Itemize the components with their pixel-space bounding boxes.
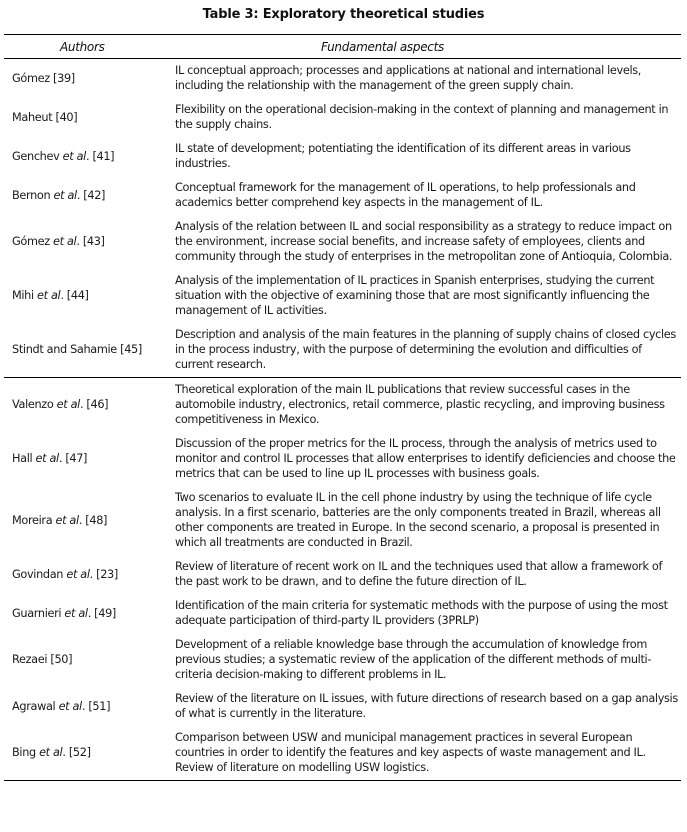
author-cell [4, 137, 165, 176]
author-name: Gómez [12, 235, 54, 248]
author-name: Rezaei [12, 653, 48, 666]
reference-number: . [46] [79, 398, 109, 411]
author-name: Bing [12, 746, 40, 759]
et-al-text: et al [35, 452, 59, 465]
fundamental-aspect-cell: Identification of the main criteria for systematic methods with the purpose of using the most adequate participation of third-party IL providers (3PRLP) [175, 599, 668, 627]
reference-number: . [41] [85, 149, 115, 163]
author-cell [4, 215, 165, 269]
et-al-text: et al [58, 699, 82, 713]
fundamental-aspect-cell: Comparison between USW and municipal management practices in several European countries in order to identify the features and key aspects of waste management and IL. Review of literature on modelling USW logistics. [165, 726, 681, 781]
reference-number: . [48] [78, 513, 108, 527]
table-row [4, 215, 681, 269]
table-row [4, 137, 681, 176]
author-name: Valenzo [12, 398, 57, 411]
author-name: Moreira [12, 513, 56, 527]
column-header-fundamental-aspects: Fundamental aspects [165, 35, 681, 59]
fundamental-aspect-cell: Flexibility on the operational decision-making in the context of planning and management in the supply chains. [175, 103, 669, 131]
author-cell [4, 555, 165, 594]
author-name: Bernon [12, 188, 54, 202]
author-cell [4, 98, 165, 137]
fundamental-aspect-cell: Conceptual framework for the management of IL operations, to help professionals and academics better comprehend key aspects in the management of IL. [175, 181, 636, 209]
reference-number: . [49] [87, 606, 116, 620]
et-al-text: et al [62, 149, 86, 163]
et-al-text: et al [37, 289, 61, 302]
author-cell [4, 687, 165, 726]
reference-number: [50] [47, 653, 73, 666]
table [4, 34, 681, 781]
reference-number: . [42] [76, 188, 106, 202]
reference-number: . [23] [89, 567, 118, 581]
author-cell [4, 594, 165, 633]
table-row [4, 269, 681, 323]
table-row [4, 486, 681, 555]
table-row [4, 323, 681, 378]
table-row [4, 555, 681, 594]
table-row [4, 687, 681, 726]
fundamental-aspect-cell: Discussion of the proper metrics for the IL process, through the analysis of metrics used to monitor and control IL processes that allow enterprises to identify deficiencies and choose the metrics that can be used to line up IL processes with business goals. [175, 437, 676, 480]
reference-number: [39] [49, 71, 75, 85]
fundamental-aspect-cell: Analysis of the implementation of IL practices in Spanish enterprises, studying the current situation with the objective of examining those that are most significantly influencing the management of IL activities. [175, 274, 655, 317]
et-al-text: et al [56, 398, 80, 411]
reference-number: [45] [116, 343, 142, 356]
author-name: Mihi [12, 289, 38, 302]
column-header-authors: Authors [4, 35, 165, 59]
exploratory-studies-table [4, 34, 681, 781]
author-name: Guarnieri [12, 606, 65, 620]
table-row [4, 378, 681, 433]
table-row [4, 633, 681, 687]
author-cell [4, 633, 165, 687]
reference-number: . [47] [58, 452, 88, 465]
table-row [4, 59, 681, 99]
author-name: Hall [12, 452, 36, 465]
et-al-text: et al [53, 188, 77, 202]
author-cell [4, 432, 165, 486]
reference-number: . [51] [81, 699, 111, 713]
author-name: Genchev [12, 149, 63, 163]
author-name: Govindan [12, 567, 67, 581]
reference-number: [40] [52, 110, 78, 124]
table-row [4, 726, 681, 781]
author-cell [4, 726, 165, 781]
author-name: Agrawal [12, 699, 59, 713]
table-header-row [4, 35, 681, 59]
table-row [4, 594, 681, 633]
et-al-text: et al [66, 567, 90, 581]
reference-number: . [43] [76, 235, 105, 248]
author-cell [4, 323, 165, 378]
table-row [4, 176, 681, 215]
fundamental-aspect-cell: Theoretical exploration of the main IL publications that review successful cases in the automobile industry, electronics, retail commerce, plastic recycling, and improving business competitiveness in Mexico. [175, 383, 665, 426]
author-name: Maheut [12, 110, 53, 124]
et-al-text: et al [55, 513, 79, 527]
fundamental-aspect-cell: Two scenarios to evaluate IL in the cell phone industry by using the technique of life cycle analysis. In a first scenario, batteries are the only components treated in Brazil, whereas all other components are treated in Europe. In the second scenario, a proposal is presented in which all treatments are conducted in Brazil. [175, 491, 661, 549]
author-name: Gómez [12, 71, 50, 85]
author-name: Stindt and Sahamie [12, 343, 117, 356]
author-cell [4, 486, 165, 555]
fundamental-aspect-cell: Review of literature of recent work on IL and the techniques used that allow a framework of the past work to be drawn, and to define the future direction of IL. [175, 560, 663, 588]
et-al-text: et al [39, 746, 63, 759]
table-body [4, 59, 681, 781]
table-row [4, 432, 681, 486]
reference-number: . [52] [62, 746, 91, 759]
author-cell [4, 59, 165, 99]
author-cell [4, 176, 165, 215]
fundamental-aspect-cell: Description and analysis of the main features in the planning of supply chains of closed cycles in the process industry, with the purpose of determining the evolution and difficulties of current research. [165, 323, 681, 378]
fundamental-aspect-cell: Analysis of the relation between IL and social responsibility as a strategy to reduce impact on the environment, increase social benefits, and increase safety of employees, clients and community through the study of enterprises in the metropolitan zone of Antioquia, Colombia. [175, 220, 673, 263]
fundamental-aspect-cell: Development of a reliable knowledge base through the accumulation of knowledge from previous studies; a systematic review of the application of the different methods of multi-criteria decision-making to different problems in IL. [175, 638, 652, 681]
author-cell [4, 269, 165, 323]
table-caption: Table 3: Exploratory theoretical studies [202, 7, 485, 22]
fundamental-aspect-cell: IL state of development; potentiating the identification of its different areas in various industries. [175, 142, 631, 170]
fundamental-aspect-cell: Review of the literature on IL issues, with future directions of research based on a gap analysis of what is currently in the literature. [175, 692, 678, 720]
et-al-text: et al [53, 235, 77, 248]
author-cell [4, 378, 165, 433]
fundamental-aspect-cell: IL conceptual approach; processes and applications at national and international levels, including the relationship with the management of the green supply chain. [175, 64, 642, 92]
reference-number: . [44] [60, 289, 89, 302]
table-row [4, 98, 681, 137]
et-al-text: et al [64, 606, 88, 620]
